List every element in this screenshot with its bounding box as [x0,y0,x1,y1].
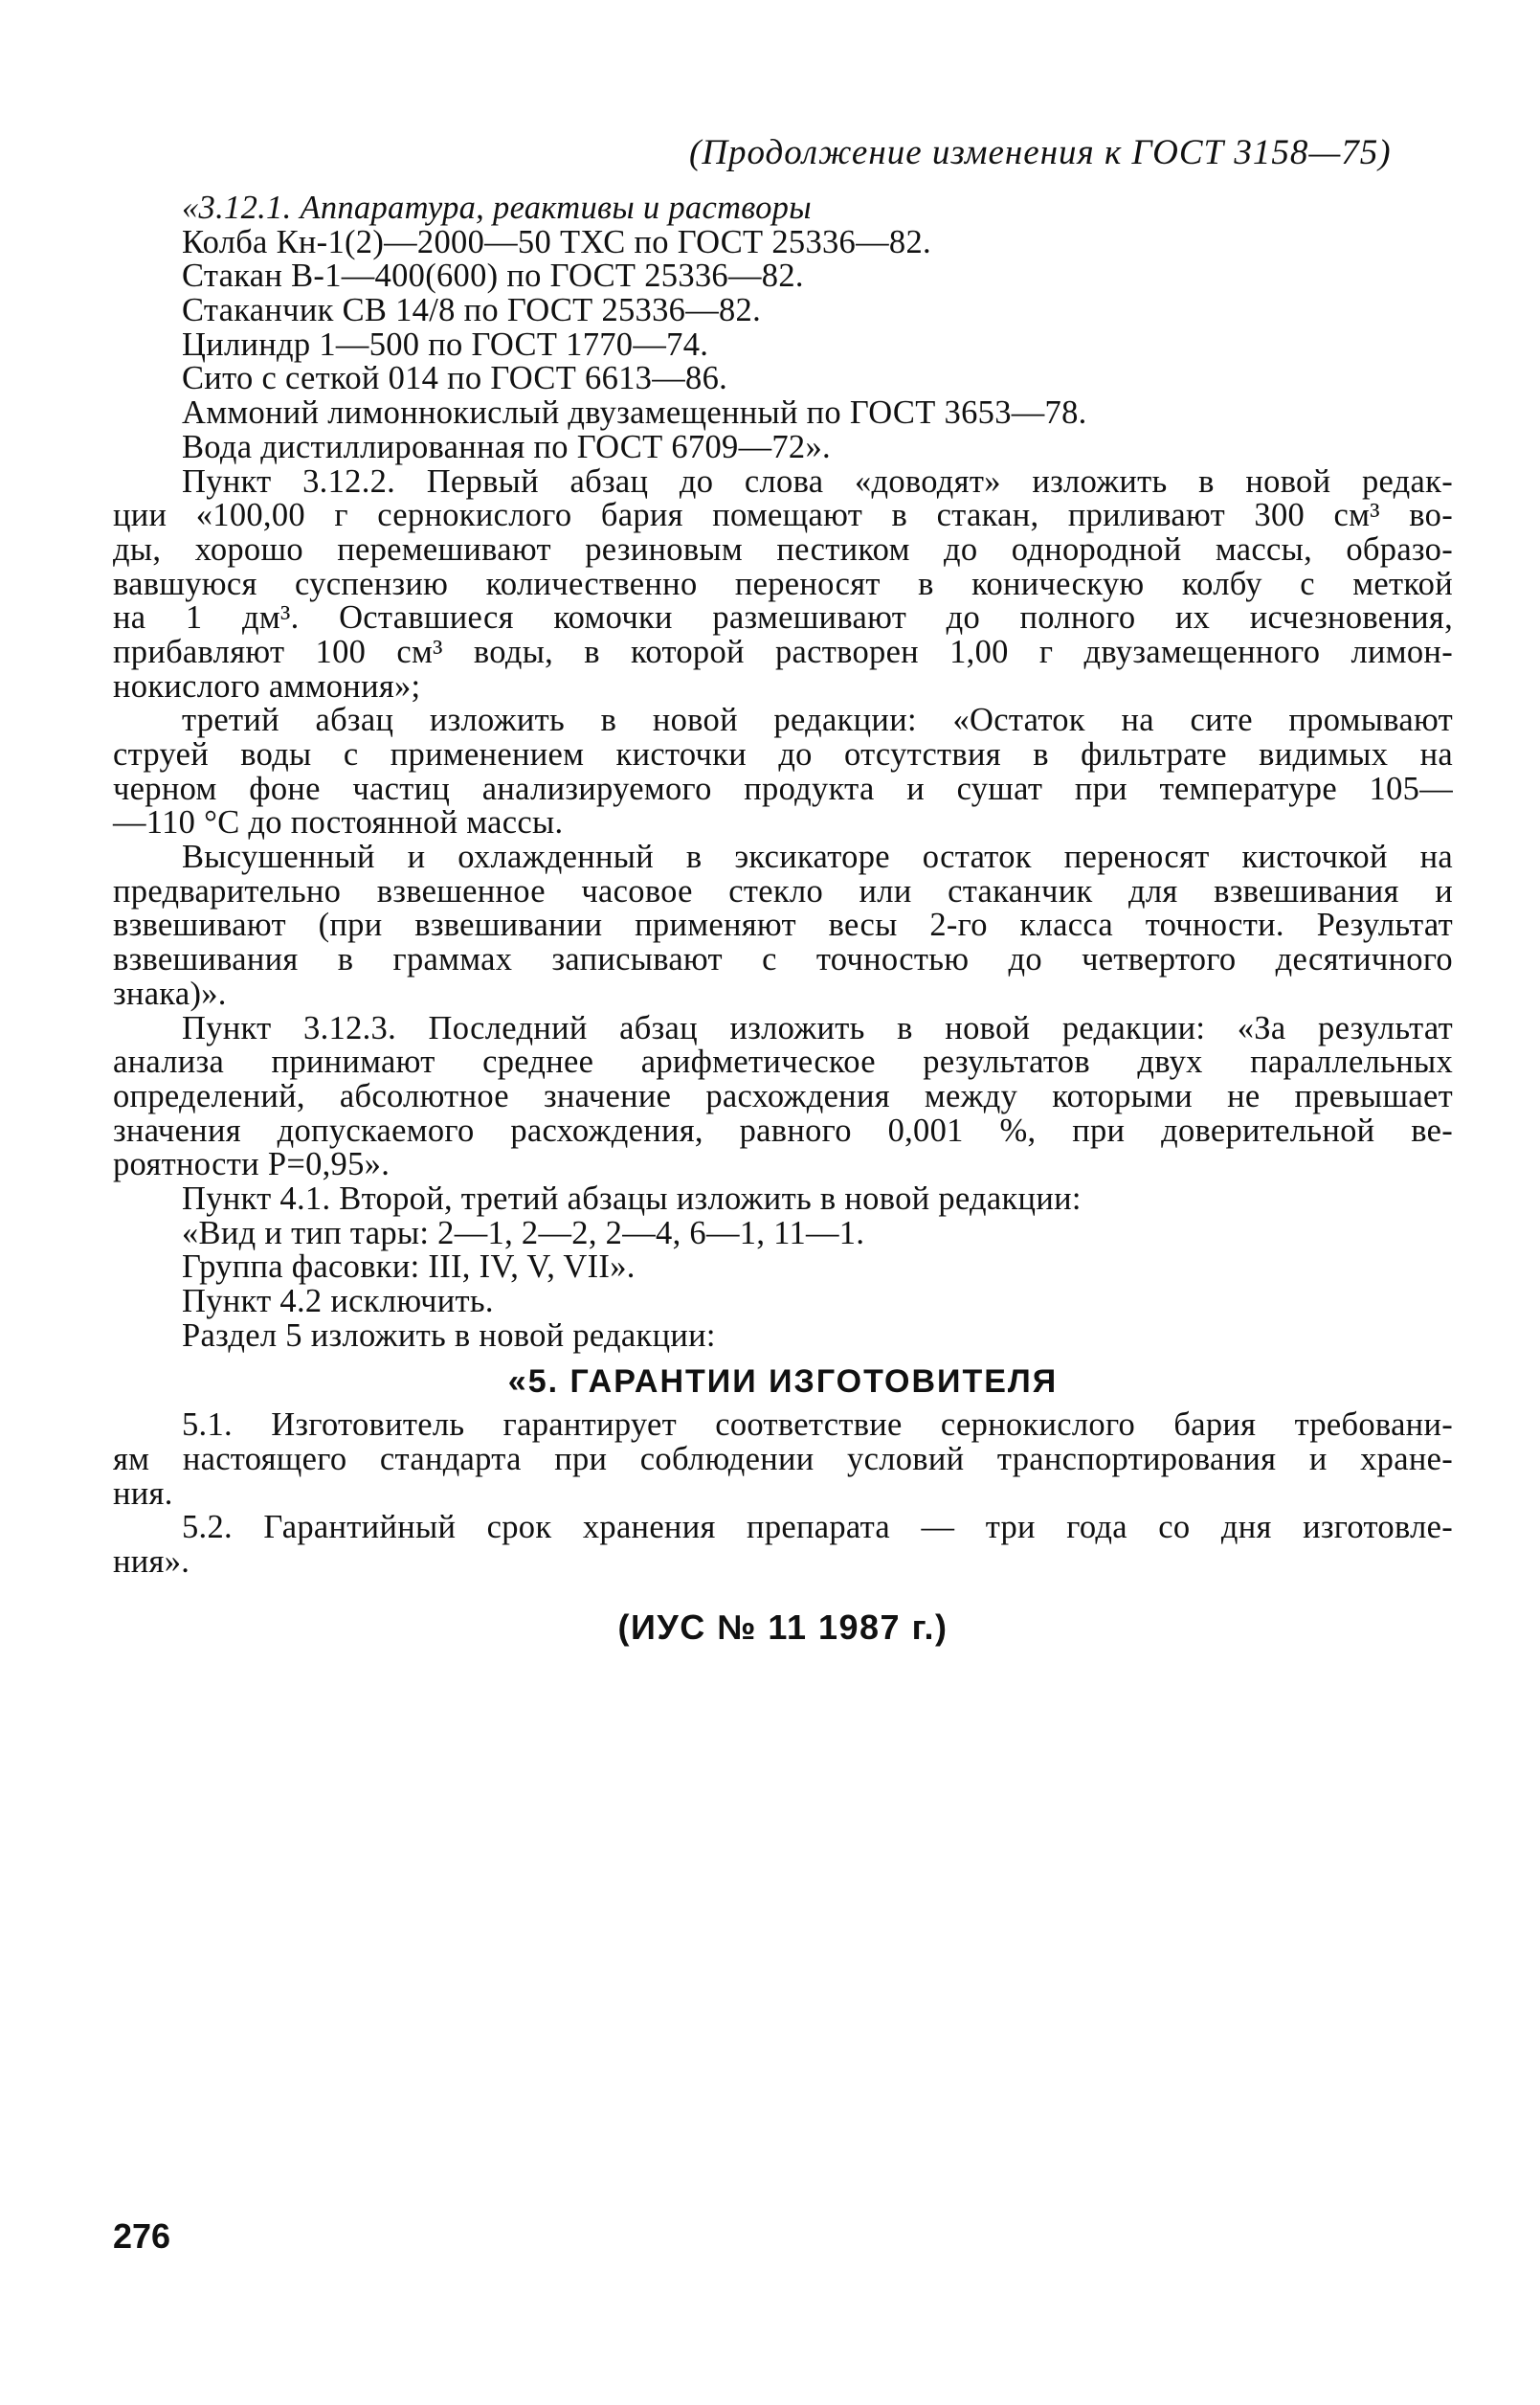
text-line: Группа фасовки: III, IV, V, VII». [182,1248,636,1286]
text-line: на 1 дм³. Оставшиеся комочки размешивают до полного их исчезновения, [113,599,1453,637]
text-line: 5.1. Изготовитель гарантирует соответствие сернокислого бария требовани- [182,1406,1453,1444]
text-line: прибавляют 100 см³ воды, в которой растворен 1,00 г двузамещенного лимон- [113,633,1453,670]
text-line: значения допускаемого расхождения, равного 0,001 %, при доверительной ве- [113,1112,1453,1149]
text-line: «3.12.1. Аппаратура, реактивы и растворы [182,190,812,226]
text-line: Пункт 3.12.3. Последний абзац изложить в новой редакции: «За результат [182,1009,1453,1046]
text-line: Раздел 5 изложить в новой редакции: [182,1316,716,1354]
text-line: «Вид и тип тары: 2—1, 2—2, 2—4, 6—1, 11—1. [182,1214,865,1251]
text-line: Сито с сеткой 014 по ГОСТ 6613—86. [182,360,728,397]
text-line: взвешивания в граммах записывают с точностью до четвертого десятичного [113,941,1453,978]
text-line: Аммоний лимоннокислый двузамещенный по ГОСТ 3653—78. [182,394,1087,432]
text-line: —110 °С до постоянной массы. [113,804,564,842]
page-number: 276 [113,2216,171,2256]
text-line: вавшуюся суспензию количественно переносят в коническую колбу с меткой [113,565,1453,602]
bulletin-reference: (ИУС № 11 1987 г.) [617,1607,949,1647]
text-line: Пункт 3.12.2. Первый абзац до слова «доводят» изложить в новой редак- [182,462,1453,500]
text-line: Пункт 4.2 исключить. [182,1283,494,1319]
running-header: (Продолжение изменения к ГОСТ 3158—75) [689,133,1392,172]
text-line: черном фоне частиц анализируемого продукта и сушат при температуре 105— [113,770,1453,807]
text-line: ния. [113,1474,173,1512]
text-line: струей воды с применением кисточки до отсутствия в фильтрате видимых на [113,736,1453,773]
amendment-body [113,191,1453,1645]
text-line: предварительно взвешенное часовое стекло или стаканчик для взвешивания и [113,872,1453,910]
section-heading: «5. ГАРАНТИИ ИЗГОТОВИТЕЛЯ [507,1363,1059,1401]
text-line: Стаканчик СВ 14/8 по ГОСТ 25336—82. [182,292,762,329]
text-line: Колба Кн-1(2)—2000—50 ТХС по ГОСТ 25336—82. [182,223,931,260]
text-line: 5.2. Гарантийный срок хранения препарата — три года со дня изготовле- [182,1509,1453,1546]
text-line: ния». [113,1543,190,1581]
text-line: Высушенный и охлажденный в эксикаторе остаток переносят кисточкой на [182,839,1453,876]
text-line: знака)». [113,975,227,1012]
text-line: анализа принимают среднее арифметическое результатов двух параллельных [113,1044,1453,1081]
text-line: роятности P=0,95». [113,1146,391,1183]
text-line: нокислого аммония»; [113,667,421,705]
text-line: определений, абсолютное значение расхождения между которыми не превышает [113,1077,1453,1114]
text-line: ды, хорошо перемешивают резиновым пестиком до однородной массы, образо- [113,530,1453,568]
text-line: Пункт 4.1. Второй, третий абзацы изложить в новой редакции: [182,1180,1082,1217]
text-line: Вода дистиллированная по ГОСТ 6709—72». [182,428,831,465]
text-line: Стакан В-1—400(600) по ГОСТ 25336—82. [182,258,804,295]
text-line: ям настоящего стандарта при соблюдении условий транспортирования и хране- [113,1441,1453,1478]
text-line: Цилиндр 1—500 по ГОСТ 1770—74. [182,326,709,363]
text-line: третий абзац изложить в новой редакции: «Остаток на сите промывают [182,702,1453,739]
text-line: взвешивают (при взвешивании применяют весы 2-го класса точности. Результат [113,907,1453,944]
text-line: ции «100,00 г сернокислого бария помещают в стакан, приливают 300 см³ во- [113,497,1453,534]
